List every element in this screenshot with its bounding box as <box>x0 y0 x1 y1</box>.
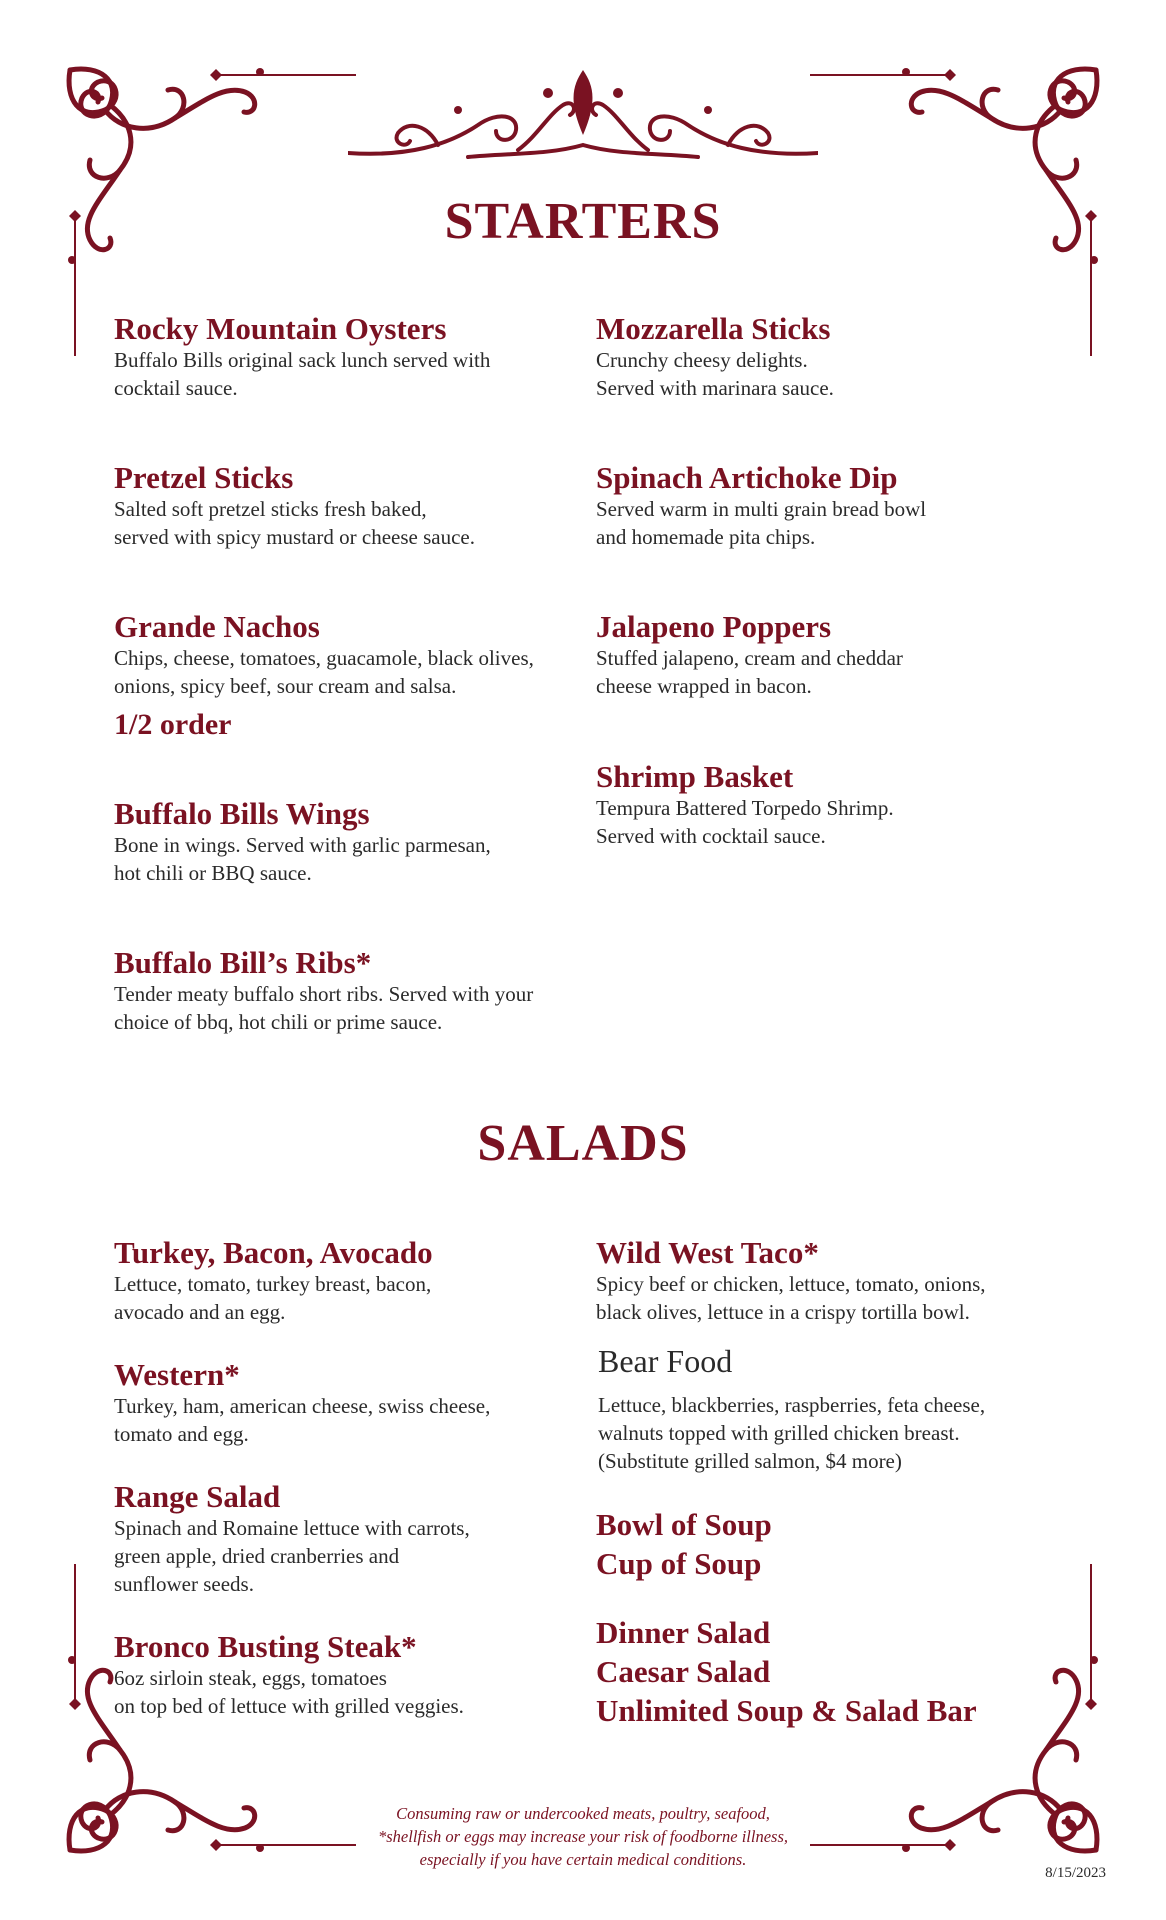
dinner-salad: Dinner Salad <box>596 1615 771 1650</box>
menu-item-name: Bronco Busting Steak* <box>114 1629 417 1664</box>
header-flourish-ornament <box>348 65 818 165</box>
menu-item-description: Turkey, ham, american cheese, swiss cheese, tomato and egg. <box>114 1394 491 1446</box>
side-salad-list <box>596 1613 1066 1730</box>
menu-item-description: Crunchy cheesy delights. Served with marinara sauce. <box>596 348 834 400</box>
menu-item-name: Mozzarella Sticks <box>596 311 831 346</box>
menu-item-name: Western* <box>114 1357 240 1392</box>
menu-item <box>114 1630 584 1720</box>
menu-item-name: Jalapeno Poppers <box>596 609 832 644</box>
menu-item-name: Bear Food <box>598 1343 733 1379</box>
menu-date: 8/15/2023 <box>1045 1865 1106 1881</box>
menu-item-name: Range Salad <box>114 1479 281 1514</box>
disclaimer-line: Consuming raw or undercooked meats, poultry, seafood, <box>396 1804 770 1823</box>
menu-item-name: Wild West Taco* <box>596 1235 819 1270</box>
menu-item <box>114 1480 584 1598</box>
menu-item-description: Lettuce, blackberries, raspberries, feta cheese, walnuts topped with grilled chicken breast. (Substitute grilled salmon, $4 more) <box>598 1393 986 1473</box>
menu-item-name: Shrimp Basket <box>596 759 794 794</box>
menu-item-name: Turkey, Bacon, Avocado <box>114 1235 433 1270</box>
menu-item-description: Spinach and Romaine lettuce with carrots, green apple, dried cranberries and sunflower seeds. <box>114 1516 470 1596</box>
menu-item-name: Buffalo Bill’s Ribs* <box>114 945 372 980</box>
soup-list <box>596 1505 1066 1583</box>
menu-item-name: Spinach Artichoke Dip <box>596 460 898 495</box>
menu-item-name: Rocky Mountain Oysters <box>114 311 447 346</box>
menu-item <box>596 1236 1076 1326</box>
menu-item-description: Salted soft pretzel sticks fresh baked, served with spicy mustard or cheese sauce. <box>114 497 475 549</box>
menu-item-description: Tender meaty buffalo short ribs. Served with your choice of bbq, hot chili or prime sauce. <box>114 982 534 1034</box>
menu-item <box>114 610 594 742</box>
starters-title: STARTERS <box>444 193 722 250</box>
menu-item-description: Bone in wings. Served with garlic parmesan, hot chili or BBQ sauce. <box>114 833 491 885</box>
disclaimer-line: especially if you have certain medical conditions. <box>419 1850 747 1869</box>
menu-item <box>598 1343 1078 1475</box>
menu-item <box>114 312 584 402</box>
menu-item <box>114 1236 584 1326</box>
half-order-label: 1/2 order <box>114 708 232 741</box>
salads-title: SALADS <box>477 1115 689 1172</box>
food-safety-disclaimer <box>283 1802 883 1871</box>
menu-item <box>596 760 1066 850</box>
menu-item-name: Grande Nachos <box>114 609 320 644</box>
unlimited-soup-salad-bar: Unlimited Soup & Salad Bar <box>596 1693 977 1728</box>
disclaimer-line: *shellfish or eggs may increase your risk of foodborne illness, <box>377 1827 789 1846</box>
menu-item-description: 6oz sirloin steak, eggs, tomatoes on top bed of lettuce with grilled veggies. <box>114 1666 464 1718</box>
menu-item-description: Chips, cheese, tomatoes, guacamole, black olives, onions, spicy beef, sour cream and salsa. <box>114 646 534 698</box>
cup-of-soup: Cup of Soup <box>596 1546 762 1581</box>
menu-item <box>114 946 604 1036</box>
menu-item-description: Stuffed jalapeno, cream and cheddar cheese wrapped in bacon. <box>596 646 903 698</box>
menu-item <box>596 312 1066 402</box>
menu-item <box>114 797 584 887</box>
menu-item-description: Tempura Battered Torpedo Shrimp. Served with cocktail sauce. <box>596 796 894 848</box>
menu-item-name: Pretzel Sticks <box>114 460 294 495</box>
menu-item-description: Lettuce, tomato, turkey breast, bacon, avocado and an egg. <box>114 1272 432 1324</box>
menu-item <box>114 461 584 551</box>
menu-item-description: Spicy beef or chicken, lettuce, tomato, onions, black olives, lettuce in a crispy tortilla bowl. <box>596 1272 986 1324</box>
menu-item-description: Buffalo Bills original sack lunch served with cocktail sauce. <box>114 348 491 400</box>
menu-item-description: Served warm in multi grain bread bowl and homemade pita chips. <box>596 497 927 549</box>
menu-item <box>596 461 1066 551</box>
menu-item <box>114 1358 584 1448</box>
menu-item-name: Buffalo Bills Wings <box>114 796 370 831</box>
bowl-of-soup: Bowl of Soup <box>596 1507 772 1542</box>
caesar-salad: Caesar Salad <box>596 1654 771 1689</box>
menu-item <box>596 610 1066 700</box>
